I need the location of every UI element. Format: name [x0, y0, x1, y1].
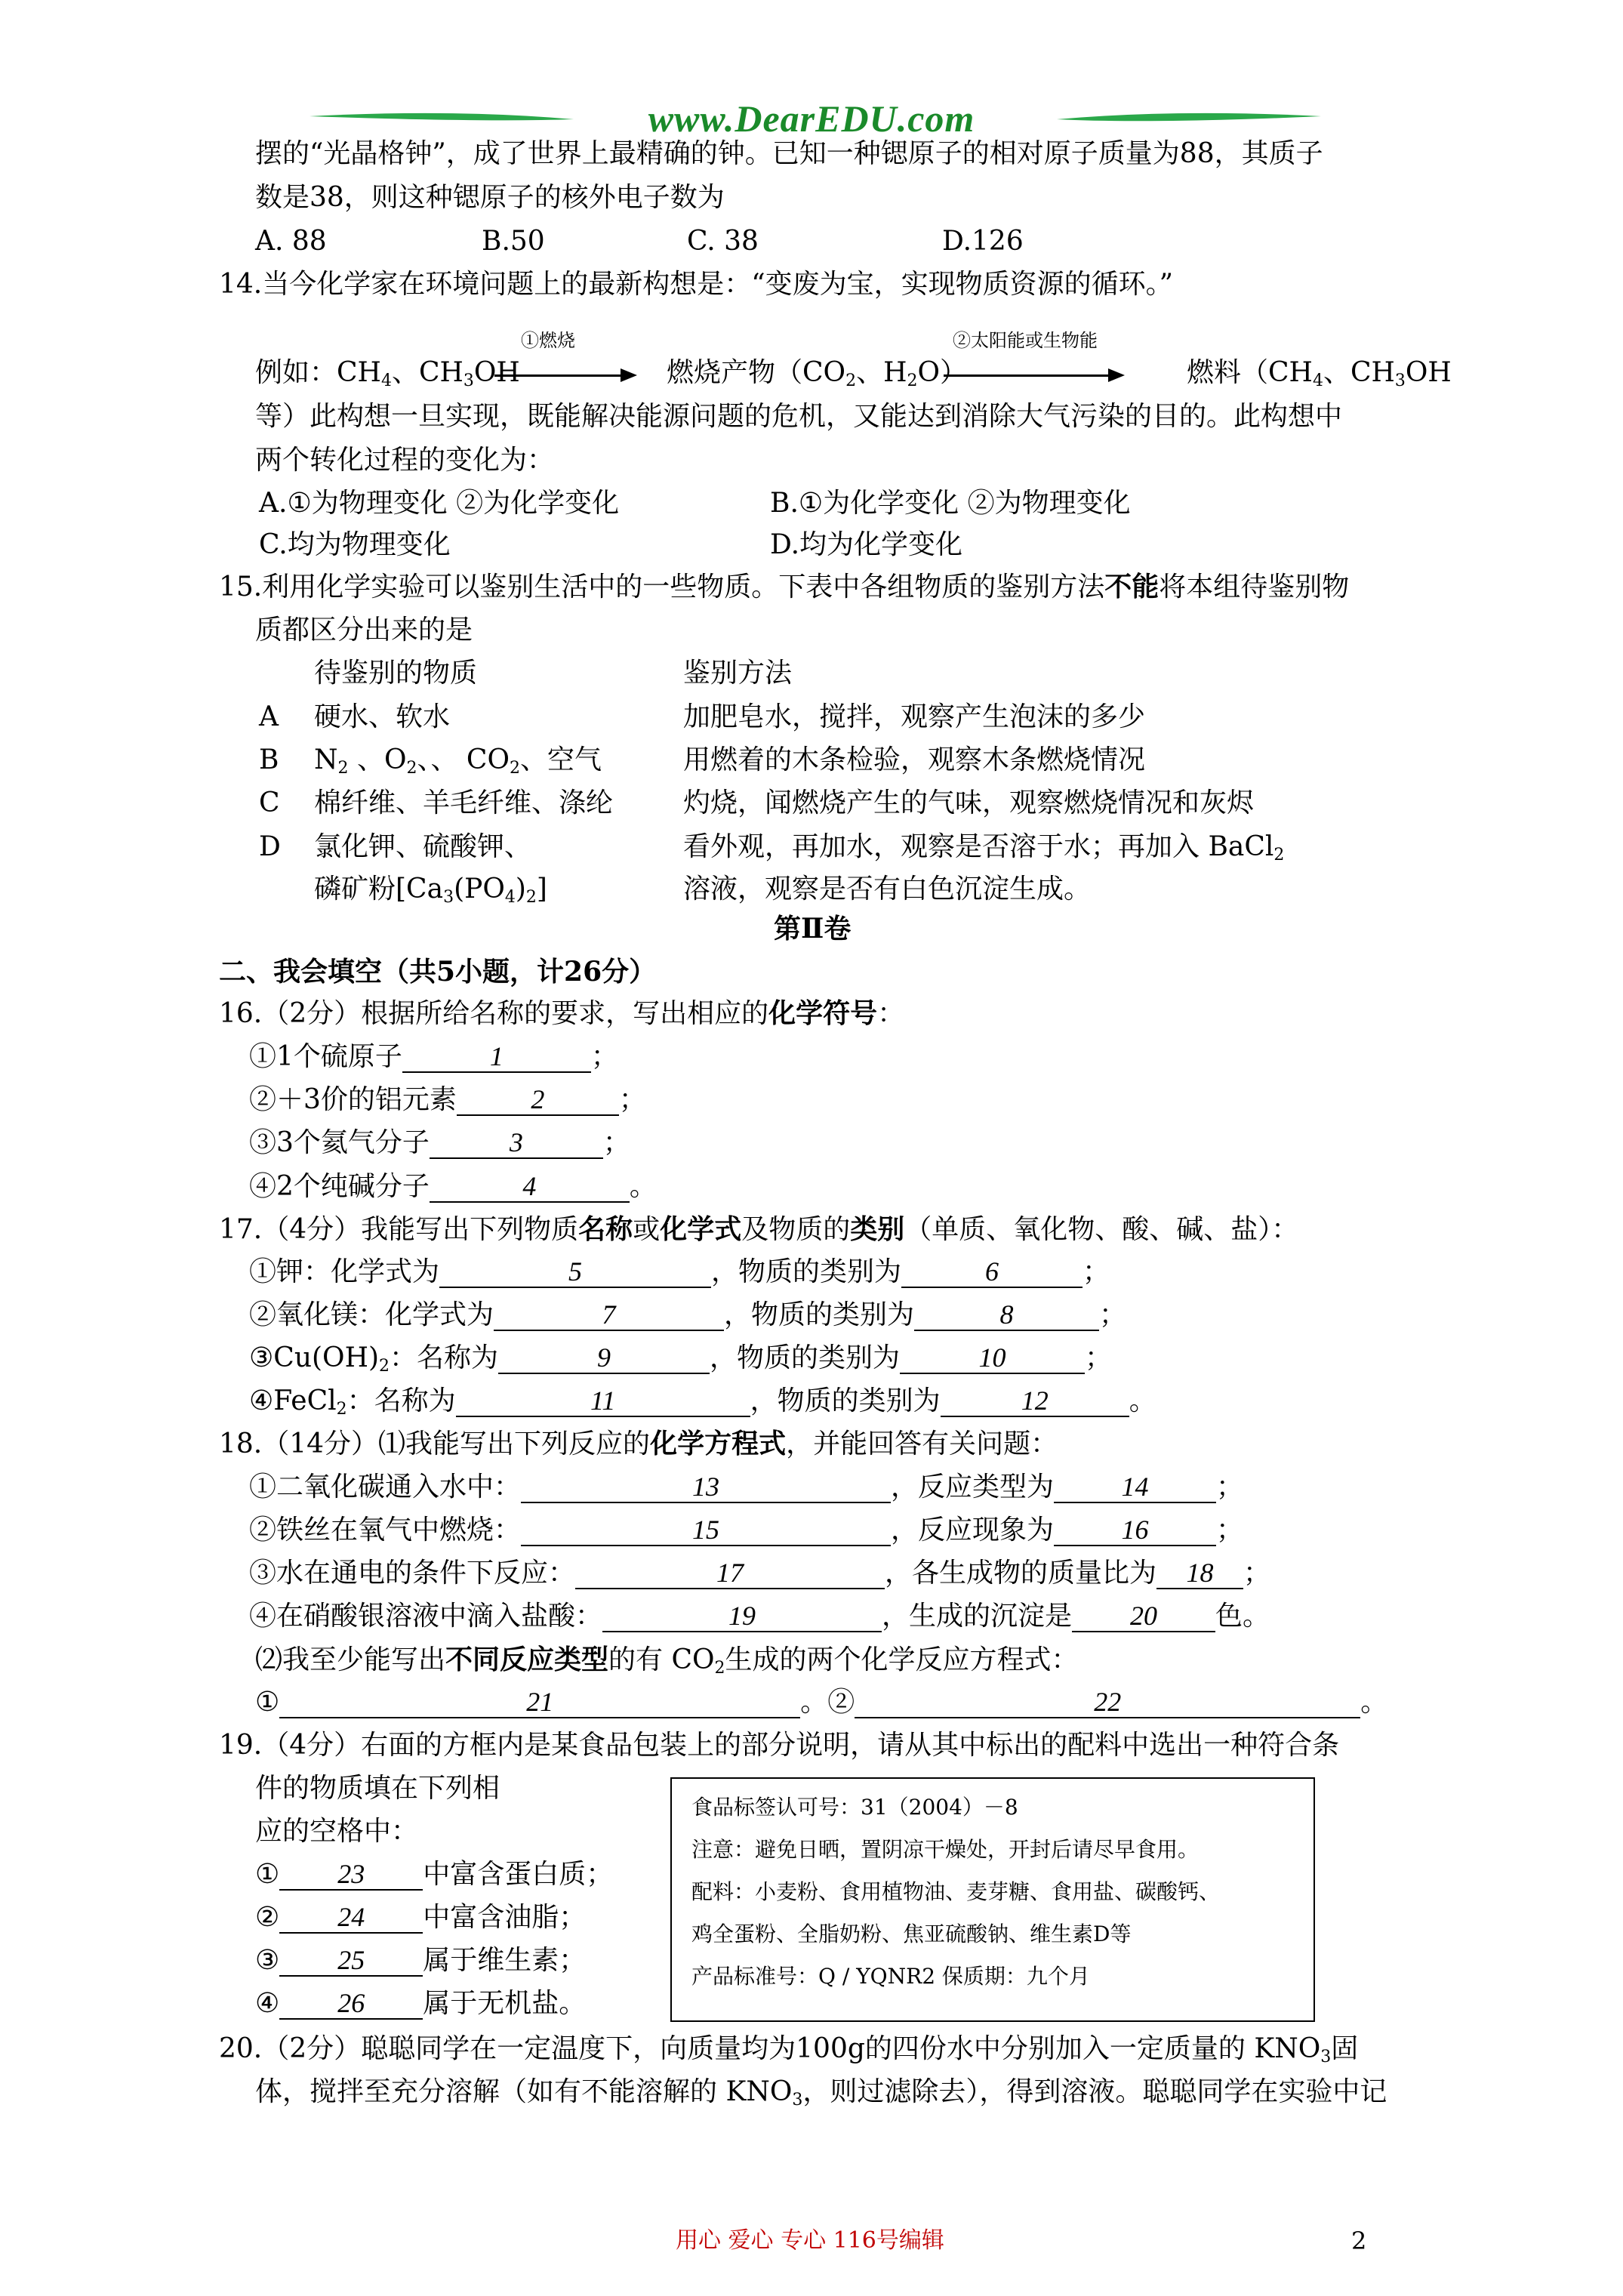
- q17-stem: 17.（4分）我能写出下列物质名称或化学式及物质的类别（单质、氧化物、酸、碱、盐）：: [219, 1213, 1299, 1245]
- blank-4[interactable]: 4: [430, 1171, 630, 1203]
- blank-11[interactable]: 11: [456, 1385, 750, 1417]
- q14-option-c: C.均为物理变化: [259, 529, 451, 560]
- q15-row-c-substance: 棉纤维、羊毛纤维、涤纶: [314, 787, 614, 818]
- page-number: 2: [1351, 2227, 1367, 2255]
- blank-22[interactable]: 22: [855, 1687, 1360, 1718]
- q14-option-d: D.均为化学变化: [770, 529, 963, 560]
- blank-21[interactable]: 21: [279, 1687, 800, 1718]
- q18-row-5: ① 21 。② 22 。: [255, 1687, 1388, 1718]
- q19-item-1: ① 23 中富含蛋白质；: [255, 1859, 614, 1890]
- blank-1[interactable]: 1: [402, 1041, 591, 1073]
- blank-18[interactable]: 18: [1156, 1558, 1243, 1589]
- blank-6[interactable]: 6: [901, 1256, 1083, 1288]
- q19-stem: 19.（4分）右面的方框内是某食品包装上的部分说明，请从其中标出的配料中选出一种符合条: [219, 1730, 1340, 1761]
- food-label-line4: 鸡全蛋粉、全脂奶粉、焦亚硫酸钠、维生素D等: [691, 1922, 1132, 1946]
- q19-item-3: ③ 25 属于维生素；: [255, 1945, 587, 1976]
- blank-15[interactable]: 15: [521, 1515, 891, 1546]
- blank-19[interactable]: 19: [602, 1601, 882, 1632]
- q14-arrow1-label: ①燃烧: [521, 330, 575, 351]
- q14-line4: 两个转化过程的变化为：: [255, 445, 555, 476]
- q13-line1: 摆的“光晶格钟”，成了世界上最精确的钟。已知一种锶原子的相对原子质量为88，其质子: [255, 138, 1323, 169]
- q18-row-3: ③水在通电的条件下反应： 17 ，各生成物的质量比为 18 ；: [249, 1558, 1271, 1589]
- q15-row-a-key: A: [259, 701, 279, 732]
- food-label-line2: 注意：避免日晒，置阴凉干燥处，开封后请尽早食用。: [691, 1837, 1200, 1862]
- food-label-line5: 产品标准号：Q / YQNR2 保质期：九个月: [691, 1964, 1090, 1989]
- q15-row-b-method: 用燃着的木条检验，观察木条燃烧情况: [683, 744, 1146, 775]
- q19-line3: 应的空格中：: [255, 1816, 419, 1847]
- q14-option-b: B.①为化学变化 ②为物理变化: [770, 488, 1131, 519]
- q14-arrow2-label: ②太阳能或生物能: [953, 330, 1098, 351]
- q19-item-2: ② 24 中富含油脂；: [255, 1902, 587, 1933]
- blank-23[interactable]: 23: [279, 1859, 423, 1891]
- q14-line3: 等）此构想一旦实现，既能解决能源问题的危机，又能达到消除大气污染的目的。此构想中: [255, 401, 1343, 432]
- q15-row-d-substance-cont: 磷矿粉$[Ca_3(PO_4)_2]$: [314, 874, 547, 907]
- food-label-line1: 食品标签认可号：31（2004）－8: [691, 1795, 1018, 1820]
- q13-line2: 数是38，则这种锶原子的核外电子数为: [255, 182, 725, 213]
- q15-row-b-key: B: [259, 744, 279, 775]
- q20-line1: 20.（2分）聪聪同学在一定温度下，向质量均为100g的四份水中分别加入一定质量的 $KNO_3$固: [219, 2033, 1359, 2066]
- q14-arrow2-head: [1108, 368, 1125, 382]
- q19-line2: 件的物质填在下列相: [255, 1773, 500, 1804]
- q20-line2: 体，搅拌至充分溶解（如有不能溶解的 $KNO_3$，则过滤除去），得到溶液。聪聪同学在实验中记: [255, 2076, 1387, 2110]
- q16-item-2: ②＋3价的铝元素 2 ；: [249, 1084, 646, 1115]
- blank-5[interactable]: 5: [439, 1256, 711, 1288]
- footer-text: 用心 爱心 专心 116号编辑: [676, 2227, 944, 2254]
- blank-25[interactable]: 25: [279, 1945, 423, 1977]
- q17-row-2: ②氧化镁：化学式为 7 ，物质的类别为 8 ；: [249, 1299, 1127, 1330]
- q15-row-d-method-cont: 溶液，观察是否有白色沉淀生成。: [683, 874, 1092, 905]
- q19-item-4: ④ 26 属于无机盐。: [255, 1988, 587, 2019]
- q13-option-d: D.126: [942, 226, 1024, 257]
- q14-example-end: 燃料（$CH_4$、$CH_3OH$: [1187, 357, 1452, 390]
- q18-stem: 18.（14分）⑴我能写出下列反应的化学方程式，并能回答有关问题：: [219, 1428, 1058, 1459]
- q15-row-d-method: 看外观，再加水，观察是否溶于水；再加入 BaCl$_2$: [683, 831, 1285, 864]
- food-label-line3: 配料：小麦粉、食用植物油、麦芽糖、食用盐、碳酸钙、: [691, 1879, 1221, 1904]
- q15-row-a-method: 加肥皂水，搅拌，观察产生泡沫的多少: [683, 701, 1146, 732]
- section-heading: 二、我会填空（共5小题，计26分）: [219, 956, 657, 988]
- q14-arrow1-head: [621, 368, 637, 382]
- q15-row-c-method: 灼烧，闻燃烧产生的气味，观察燃烧情况和灰烬: [683, 787, 1255, 818]
- q15-line2: 质都区分出来的是: [255, 615, 473, 646]
- q18-row-4: ④在硝酸银溶液中滴入盐酸： 19 ，生成的沉淀是 20 色。: [249, 1601, 1270, 1632]
- blank-13[interactable]: 13: [521, 1472, 891, 1503]
- q18-part2-stem: ⑵我至少能写出不同反应类型的有 $CO_2$生成的两个化学反应方程式：: [255, 1644, 1079, 1678]
- blank-2[interactable]: 2: [457, 1084, 619, 1116]
- q15-row-a-substance: 硬水、软水: [314, 701, 451, 732]
- q15-row-c-key: C: [259, 787, 280, 818]
- blank-12[interactable]: 12: [941, 1385, 1129, 1417]
- blank-8[interactable]: 8: [914, 1299, 1099, 1331]
- q17-row-3: $③Cu(OH)_2$：名称为 9 ，物质的类别为 10 ；: [249, 1342, 1113, 1376]
- part-title: 第Ⅱ卷: [774, 913, 852, 945]
- q16-stem: 16.（2分）根据所给名称的要求，写出相应的化学符号：: [219, 997, 905, 1029]
- q13-option-c: C. 38: [687, 226, 759, 257]
- q15-row-d-key: D: [259, 831, 281, 862]
- blank-3[interactable]: 3: [430, 1127, 603, 1159]
- q17-row-1: ①钾：化学式为 5 ，物质的类别为 6 ；: [249, 1256, 1110, 1287]
- q13-option-b: B.50: [482, 226, 545, 257]
- blank-10[interactable]: 10: [900, 1342, 1085, 1374]
- q14-example-start: 例如：$CH_4$、$CH_3OH$: [255, 357, 520, 390]
- q17-row-4: ④FeCl$_2$：名称为 11 ，物质的类别为 12 。: [249, 1385, 1156, 1419]
- blank-16[interactable]: 16: [1054, 1515, 1216, 1546]
- q15-col-method: 鉴别方法: [683, 658, 793, 689]
- q14-example-mid: 燃烧产物（$CO_2$、$H_2O$）: [667, 357, 967, 390]
- q16-item-1: ①1个硫原子 1 ；: [249, 1041, 618, 1072]
- blank-26[interactable]: 26: [279, 1988, 423, 2020]
- q14-arrow2-line: [944, 374, 1110, 377]
- q16-item-3: ③3个氦气分子 3 ；: [249, 1127, 630, 1158]
- q14-stem: 14.当今化学家在环境问题上的最新构想是：“变废为宝，实现物质资源的循环。”: [219, 269, 1174, 300]
- blank-17[interactable]: 17: [575, 1558, 885, 1589]
- blank-9[interactable]: 9: [498, 1342, 710, 1374]
- q15-stem: 15.利用化学实验可以鉴别生活中的一些物质。下表中各组物质的鉴别方法不能将本组待鉴别物: [219, 571, 1350, 603]
- q18-row-1: ①二氧化碳通入水中： 13 ，反应类型为 14 ；: [249, 1472, 1244, 1502]
- q16-item-4: ④2个纯碱分子 4 。: [249, 1171, 657, 1202]
- blank-20[interactable]: 20: [1072, 1601, 1215, 1632]
- q14-option-a: A.①为物理变化 ②为化学变化: [259, 488, 620, 519]
- q18-row-2: ②铁丝在氧气中燃烧： 15 ，反应现象为 16 ；: [249, 1515, 1244, 1546]
- blank-24[interactable]: 24: [279, 1902, 423, 1934]
- site-logo: www.DearEDU.com: [648, 97, 975, 140]
- food-label-box: [670, 1777, 1315, 2022]
- q15-row-b-substance: $N_2$ 、$O_2$、、 $CO_2$、空气: [314, 744, 602, 778]
- q15-col-substance: 待鉴别的物质: [314, 658, 478, 689]
- blank-7[interactable]: 7: [494, 1299, 724, 1331]
- blank-14[interactable]: 14: [1054, 1472, 1216, 1503]
- q15-row-d-substance: 氯化钾、硫酸钾、: [314, 831, 532, 862]
- q13-option-a: A. 88: [255, 226, 327, 257]
